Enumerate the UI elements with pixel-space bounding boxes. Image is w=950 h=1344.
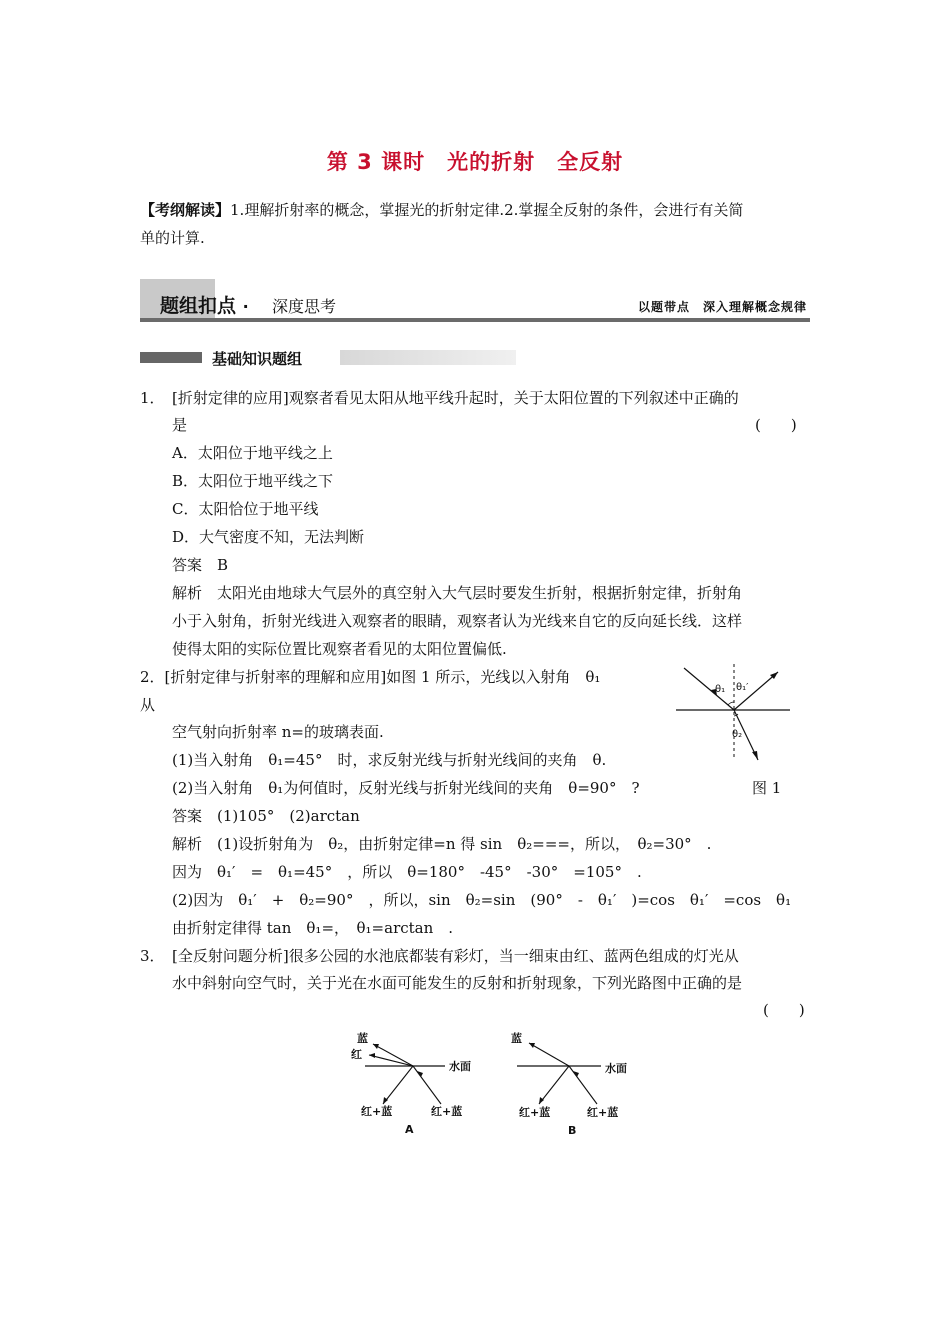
q2-line1: 2．[折射定律与折射率的理解和应用]如图 1 所示，光线以入射角 θ₁ bbox=[140, 668, 601, 686]
figB-incident-ray bbox=[569, 1066, 597, 1104]
figA-blue-ray bbox=[373, 1044, 413, 1066]
q1-analysis-2: 小于入射角，折射光线进入观察者的眼睛，观察者认为光线来自它的反向延长线．这样 bbox=[172, 612, 743, 630]
fig1-label-theta1-prime: θ₁′ bbox=[736, 682, 749, 693]
q1-option-b: B．太阳位于地平线之下 bbox=[172, 472, 334, 490]
figure-1-diagram bbox=[672, 660, 797, 764]
figA-incident-ray bbox=[413, 1066, 441, 1104]
section-bar bbox=[140, 352, 202, 363]
q2-analysis-1: 解析 (1)设折射角为 θ₂，由折射定律=n 得 sin θ₂===，所以， θ₂=30° . bbox=[172, 835, 712, 853]
q1-option-c: C．太阳恰位于地平线 bbox=[172, 500, 319, 518]
q1-analysis-3: 使得太阳的实际位置比观察者看见的太阳位置偏低. bbox=[172, 640, 507, 658]
q2-line3: 空气射向折射率 n=的玻璃表面. bbox=[172, 723, 384, 741]
figA-red-ray bbox=[369, 1055, 413, 1066]
figB-reflected-ray bbox=[539, 1066, 569, 1104]
figB-label: B bbox=[568, 1124, 577, 1137]
banner-title: 题组扣点 · bbox=[160, 295, 249, 317]
figA-label: A bbox=[405, 1123, 414, 1136]
figA-label-surface: 水面 bbox=[449, 1060, 471, 1073]
q2-analysis-4: 由折射定律得 tan θ₁=， θ₁=arctan . bbox=[172, 919, 454, 937]
q2-answer: 答案 (1)105° (2)arctan bbox=[172, 807, 360, 825]
figB-label-surface: 水面 bbox=[605, 1062, 627, 1075]
q1-answer: 答案 B bbox=[172, 556, 229, 574]
figB-label-left: 红+蓝 bbox=[519, 1106, 551, 1119]
figure-b-diagram bbox=[505, 1026, 645, 1138]
syllabus-label: 【考纲解读】 bbox=[140, 201, 231, 219]
fig1-angle-arc-1 bbox=[728, 702, 734, 705]
figure-1-caption: 图 1 bbox=[752, 779, 782, 797]
q1-analysis-1: 解析 太阳光由地球大气层外的真空射入大气层时要发生折射，根据折射定律，折射角 bbox=[172, 584, 743, 602]
q3-line2: 水中斜射向空气时，关于光在水面可能发生的反射和折射现象，下列光路图中正确的是 bbox=[172, 974, 743, 992]
fig1-label-theta2: θ₂ bbox=[732, 729, 743, 740]
section-title: 基础知识题组 bbox=[212, 350, 303, 368]
q1-line2: 是 bbox=[172, 416, 188, 434]
banner-subtitle: 深度思考 bbox=[272, 297, 337, 316]
q1-option-a: A．太阳位于地平线之上 bbox=[172, 444, 333, 462]
fig1-incident-ray bbox=[684, 668, 734, 710]
page-title: 第 3 课时 光的折射 全反射 bbox=[326, 150, 624, 174]
figA-label-left: 红+蓝 bbox=[361, 1105, 393, 1118]
figA-label-red: 红 bbox=[351, 1048, 362, 1061]
fig1-refracted-arrow bbox=[752, 751, 758, 760]
q2-analysis-3: (2)因为 θ₁′ + θ₂=90° ，所以，sin θ₂=sin (90° - θ₁′ )=cos θ₁′ =cos θ₁ bbox=[172, 891, 792, 909]
figure-a-diagram bbox=[345, 1026, 485, 1138]
section-fade bbox=[340, 350, 516, 365]
syllabus-line2: 单的计算. bbox=[140, 229, 205, 247]
syllabus-text: 1.理解折射率的概念，掌握光的折射定律.2.掌握全反射的条件，会进行有关简 bbox=[230, 201, 744, 219]
q3-number: 3． bbox=[140, 947, 165, 965]
banner-right-text: 以题带点 深入理解概念规律 bbox=[637, 300, 807, 314]
q1-answer-paren: ( ) bbox=[755, 416, 797, 434]
q2-line4: (1)当入射角 θ₁=45° 时，求反射光线与折射光线间的夹角 θ. bbox=[172, 751, 607, 769]
figA-reflected-ray bbox=[383, 1066, 413, 1104]
banner-rule bbox=[140, 318, 810, 322]
q3-line1: [全反射问题分析]很多公园的水池底都装有彩灯，当一细束由红、蓝两色组成的灯光从 bbox=[172, 947, 739, 965]
syllabus-line1 bbox=[140, 200, 743, 220]
q2-line2: 从 bbox=[140, 696, 156, 714]
q1-option-d: D．大气密度不知，无法判断 bbox=[172, 528, 365, 546]
figA-label-blue: 蓝 bbox=[357, 1032, 368, 1045]
q1-line1: [折射定律的应用]观察者看见太阳从地平线升起时，关于太阳位置的下列叙述中正确的 bbox=[172, 389, 739, 407]
figB-label-right: 红+蓝 bbox=[587, 1106, 619, 1119]
figA-label-right: 红+蓝 bbox=[431, 1105, 463, 1118]
q2-line5: (2)当入射角 θ₁为何值时，反射光线与折射光线间的夹角 θ=90° ? bbox=[172, 779, 640, 797]
figB-blue-ray bbox=[529, 1043, 569, 1066]
figB-label-blue: 蓝 bbox=[511, 1032, 522, 1045]
q3-answer-paren: ( ) bbox=[763, 1001, 805, 1019]
q2-analysis-2: 因为 θ₁′ = θ₁=45° ，所以 θ=180° -45° -30° =105° . bbox=[172, 863, 642, 881]
fig1-label-theta1: θ₁ bbox=[715, 684, 726, 695]
q1-number: 1． bbox=[140, 389, 165, 407]
